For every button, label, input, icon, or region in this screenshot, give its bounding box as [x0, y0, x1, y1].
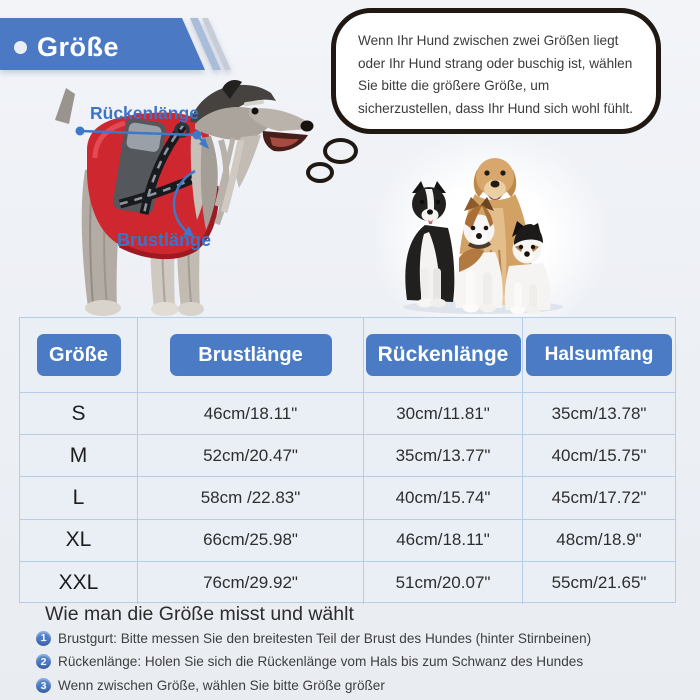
table-cell: 35cm/13.78" — [523, 393, 675, 435]
chest-length-label: Brustlänge — [117, 230, 212, 250]
table-row-size: XXL — [20, 562, 138, 604]
instruction-item: 1 Brustgurt: Bitte messen Sie den breitesten Teil der Brust des Hundes (hinter Stirnbeinen) — [36, 630, 591, 646]
bullet-dot-icon — [14, 41, 27, 54]
table-cell: 46cm/18.11" — [138, 393, 364, 435]
number-2-icon: 2 — [36, 654, 51, 669]
header-pill-size: Größe — [37, 334, 121, 376]
table-row-size: XL — [20, 520, 138, 562]
table-cell: 40cm/15.74" — [364, 477, 523, 519]
table-row-size: M — [20, 435, 138, 477]
table-cell: 58cm /22.83" — [138, 477, 364, 519]
instructions-title: Wie man die Größe misst und wählt — [45, 603, 354, 625]
number-1-icon: 1 — [36, 631, 51, 646]
table-cell: 76cm/29.92" — [138, 562, 364, 604]
thought-bubble-text: Wenn Ihr Hund zwischen zwei Größen liegt oder Ihr Hund strang oder buschig ist, wählen Sie bitte die größere Größe, um sicherzustellen, dass Ihr Hund sich wohl fühlt. — [358, 33, 634, 116]
header-pill-neck: Halsumfang — [526, 334, 672, 376]
section-banner — [0, 18, 250, 76]
instruction-item: 3 Wenn zwischen Größe, wählen Sie bitte Größe größer — [36, 678, 385, 694]
table-cell: 51cm/20.07" — [364, 562, 523, 604]
table-row-size: L — [20, 477, 138, 519]
table-cell: 52cm/20.47" — [138, 435, 364, 477]
table-cell: 46cm/18.11" — [364, 520, 523, 562]
table-row-size: S — [20, 393, 138, 435]
table-cell: 48cm/18.9" — [523, 520, 675, 562]
dogs-group-illustration — [395, 148, 575, 316]
back-length-label: Rückenlänge — [90, 103, 199, 123]
table-cell: 55cm/21.65" — [551, 572, 647, 592]
header-cell-back — [364, 318, 523, 393]
table-cell: 66cm/25.98" — [138, 520, 364, 562]
page-title: Größe — [37, 31, 120, 62]
number-3-icon: 3 — [36, 678, 51, 693]
table-cell: 45cm/17.72" — [523, 477, 675, 519]
table-cell: 30cm/11.81" — [364, 393, 523, 435]
header-cell-neck — [523, 318, 675, 393]
table-cell: 35cm/13.77" — [364, 435, 523, 477]
instruction-item: 2 Rückenlänge: Holen Sie sich die Rückenlänge vom Hals bis zum Schwanz des Hundes — [36, 654, 583, 670]
table-cell: 40cm/15.75" — [523, 435, 675, 477]
header-cell-chest — [138, 318, 364, 393]
header-pill-back: Rückenlänge — [366, 334, 521, 376]
thought-bubble — [331, 8, 661, 134]
border-collie — [405, 181, 454, 308]
header-cell-size — [20, 318, 138, 393]
header-pill-chest: Brustlänge — [170, 334, 332, 376]
size-table — [19, 317, 676, 603]
